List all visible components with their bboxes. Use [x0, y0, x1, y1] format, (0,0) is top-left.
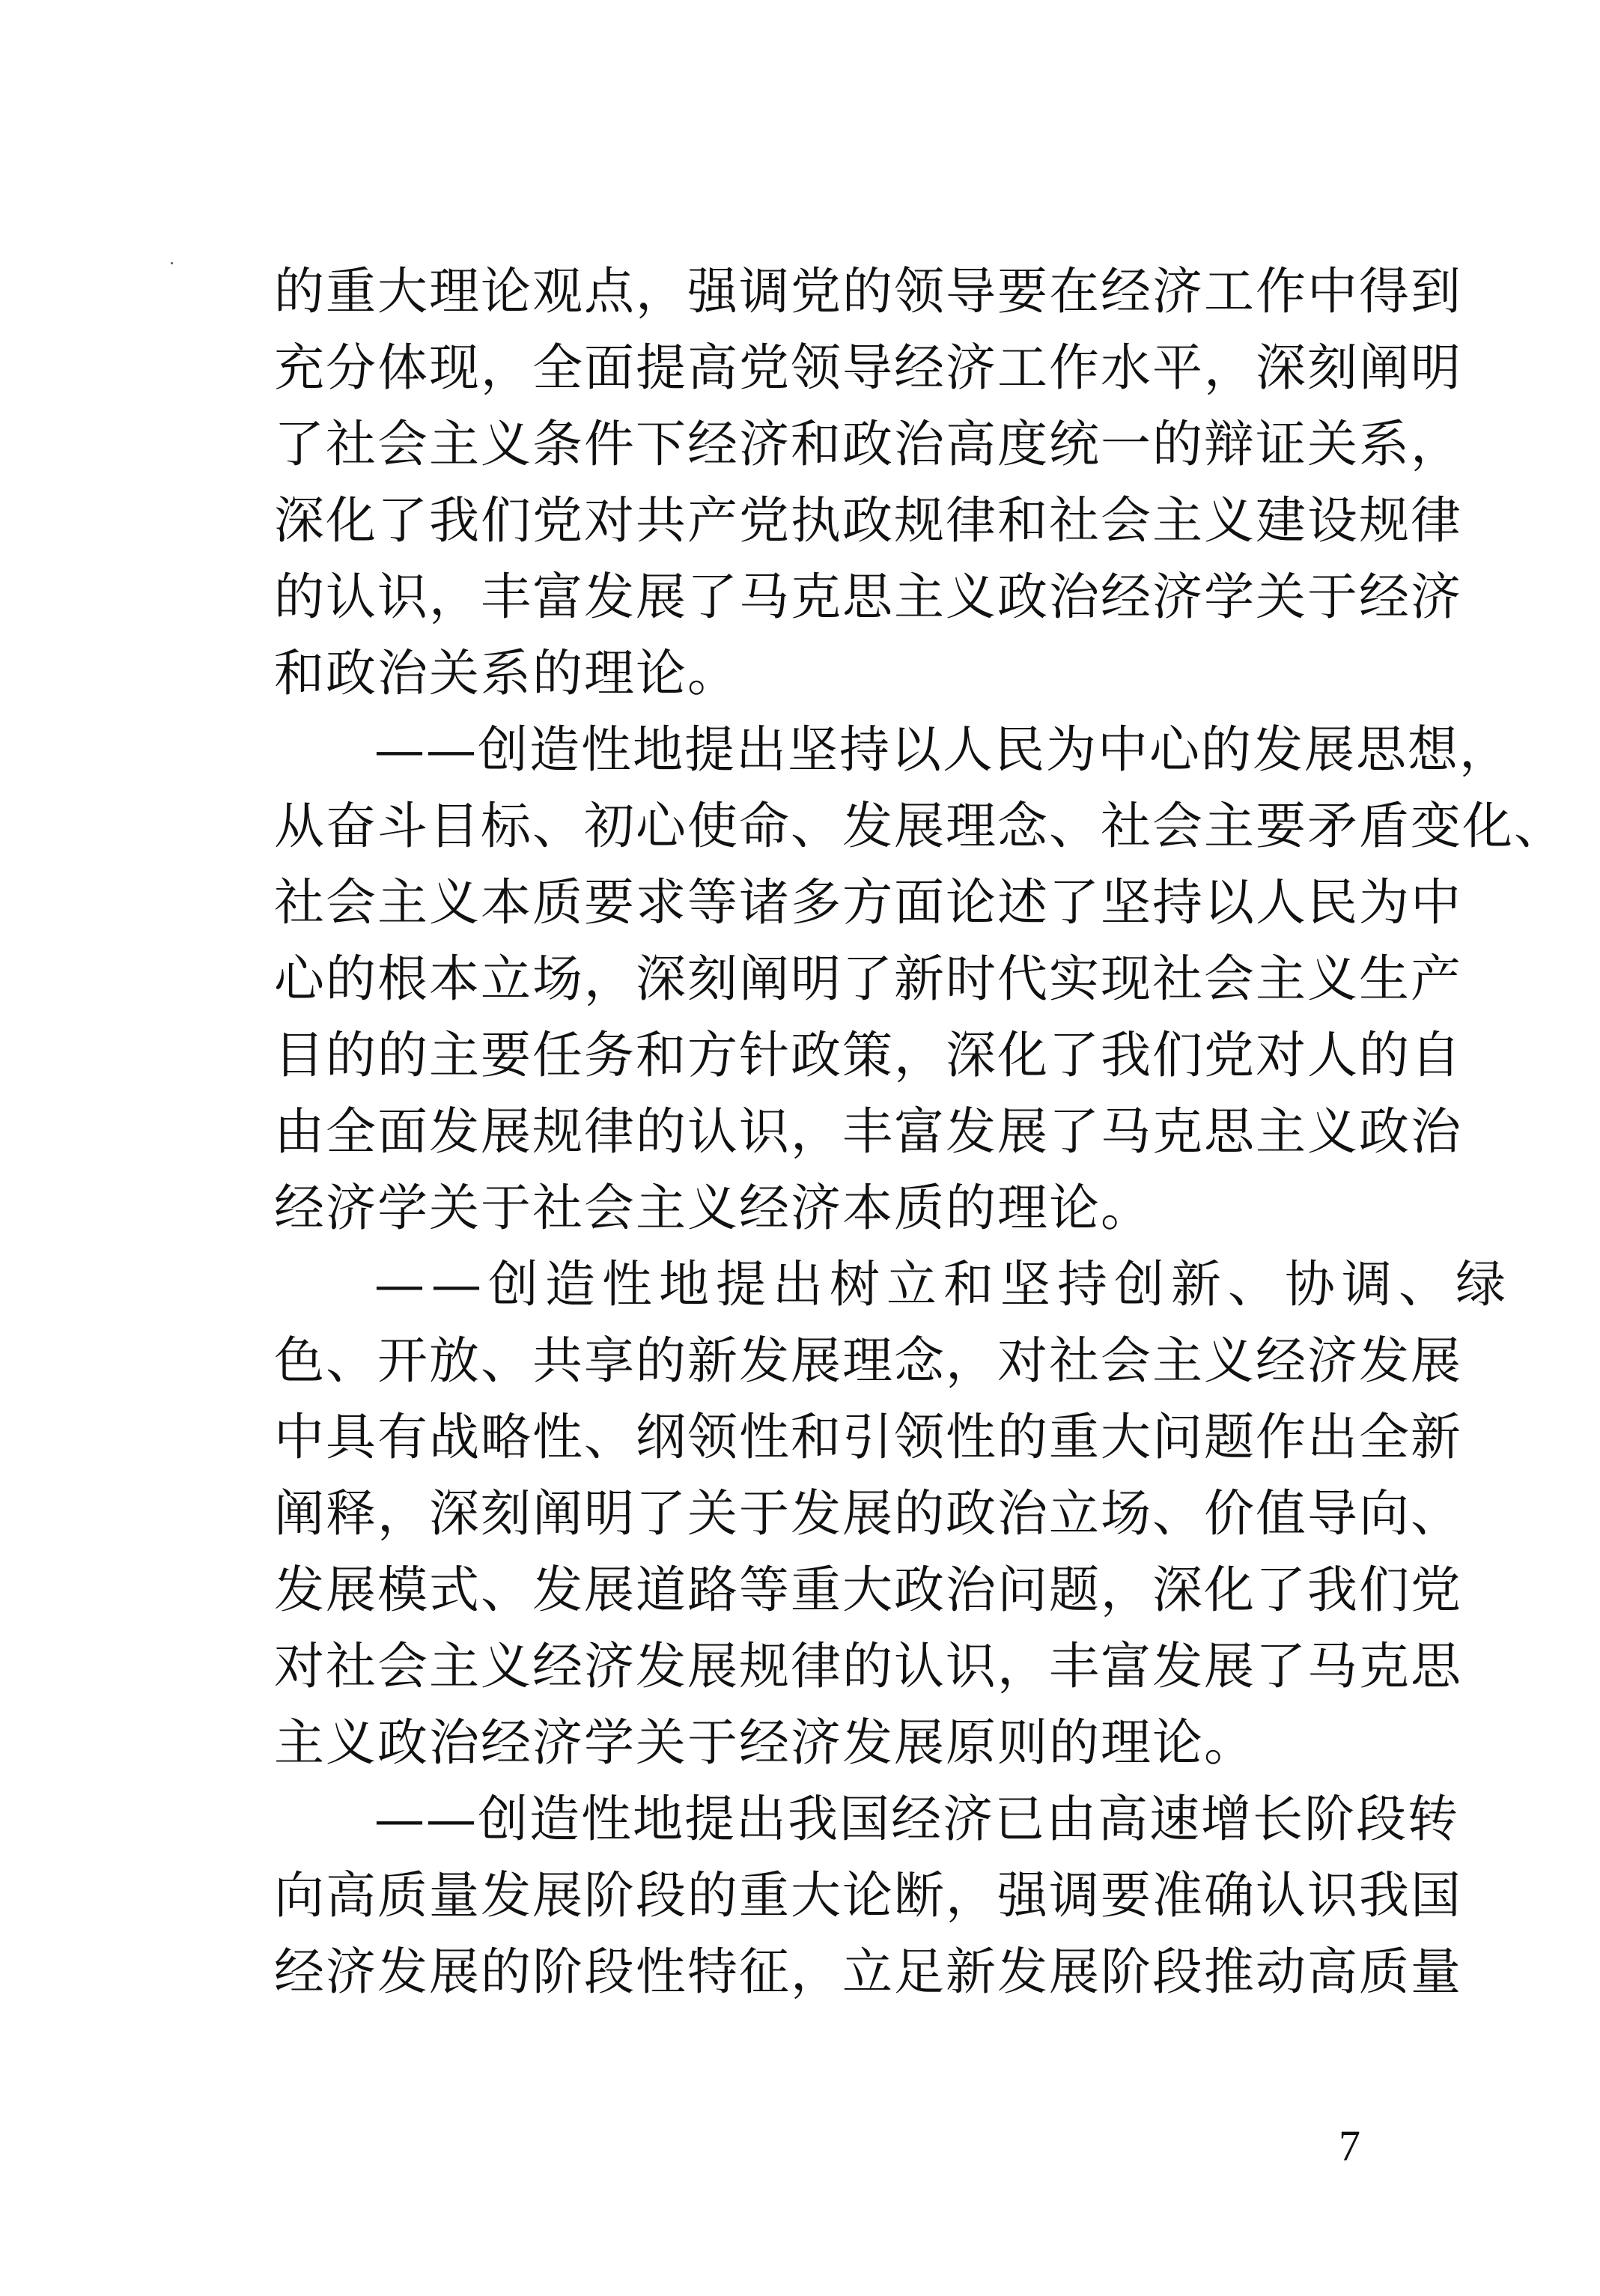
text-line: 深化了我们党对共产党执政规律和社会主义建设规律	[274, 491, 1462, 550]
text-line: 了社会主义条件下经济和政治高度统一的辩证关系，	[274, 415, 1462, 473]
scan-speck	[171, 262, 173, 264]
text-line: 从奋斗目标、初心使命、发展理念、社会主要矛盾变化、	[274, 797, 1566, 855]
text-line: ——创造性地提出坚持以人民为中心的发展思想，	[374, 720, 1511, 779]
text-line: 的重大理论观点，强调党的领导要在经济工作中得到	[274, 262, 1462, 321]
body-text	[274, 253, 1566, 2010]
text-line: 阐释，深刻阐明了关于发展的政治立场、价值导向、	[274, 1484, 1462, 1543]
text-line: 对社会主义经济发展规律的认识，丰富发展了马克思	[274, 1637, 1462, 1695]
text-line: ——创造性地提出我国经济已由高速增长阶段转	[374, 1790, 1459, 1848]
text-line: 色、开放、共享的新发展理念，对社会主义经济发展	[274, 1331, 1462, 1390]
text-line: 经济学关于社会主义经济本质的理论。	[274, 1179, 1152, 1237]
text-line: 中具有战略性、纲领性和引领性的重大问题作出全新	[274, 1408, 1462, 1466]
text-line: 由全面发展规律的认识，丰富发展了马克思主义政治	[274, 1102, 1462, 1161]
text-line: 的认识，丰富发展了马克思主义政治经济学关于经济	[274, 568, 1462, 626]
text-line: ——创造性地提出树立和坚持创新、协调、绿	[374, 1255, 1512, 1313]
text-line: 充分体现，全面提高党领导经济工作水平，深刻阐明	[274, 338, 1462, 397]
text-line: 主义政治经济学关于经济发展原则的理论。	[274, 1713, 1256, 1772]
page-number: 7	[1339, 2122, 1360, 2170]
text-line: 社会主义本质要求等诸多方面论述了坚持以人民为中	[274, 873, 1462, 932]
text-line: 心的根本立场，深刻阐明了新时代实现社会主义生产	[274, 950, 1462, 1008]
text-line: 经济发展的阶段性特征，立足新发展阶段推动高质量	[274, 1943, 1462, 2001]
text-line: 和政治关系的理论。	[274, 644, 739, 702]
text-line: 发展模式、发展道路等重大政治问题，深化了我们党	[274, 1561, 1462, 1619]
text-line: 目的的主要任务和方针政策，深化了我们党对人的自	[274, 1026, 1462, 1084]
text-line: 向高质量发展阶段的重大论断，强调要准确认识我国	[274, 1866, 1462, 1925]
